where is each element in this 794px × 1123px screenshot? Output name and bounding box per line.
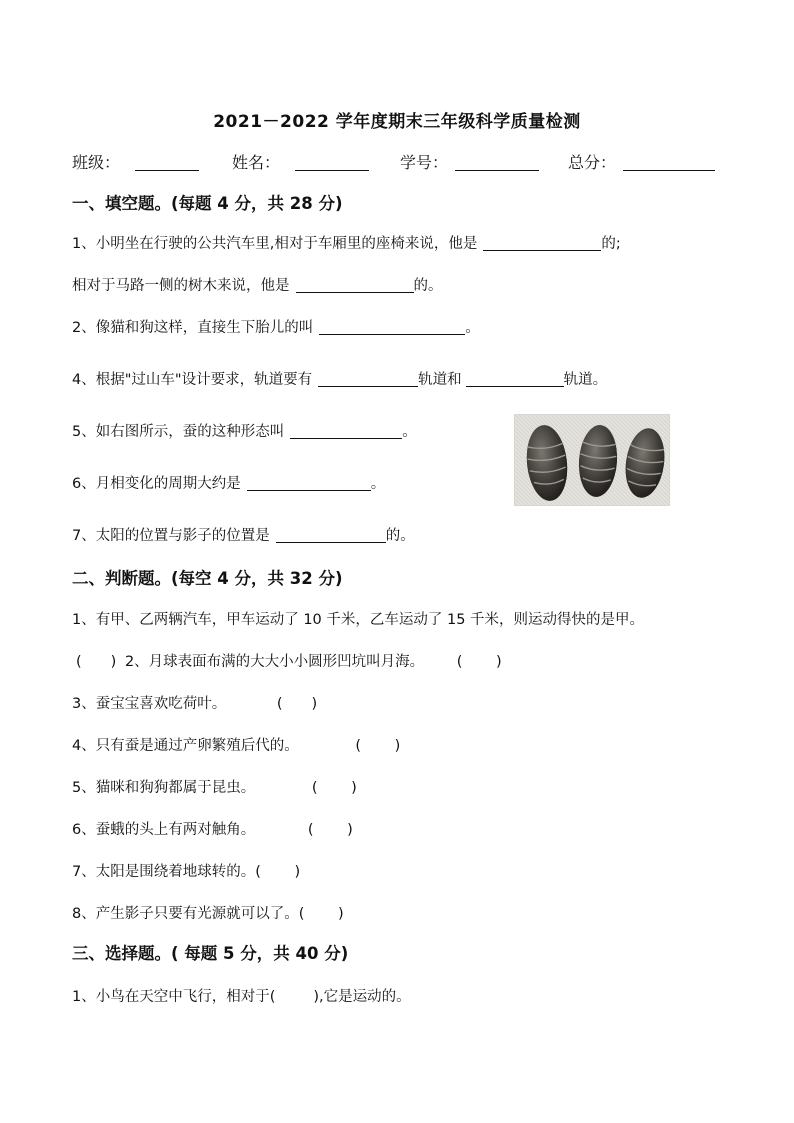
answer-blank[interactable] xyxy=(247,474,371,491)
question-text: 8、产生影子只要有光源就可以了。 xyxy=(72,906,299,922)
question-text: ),它是运动的。 xyxy=(313,989,411,1005)
question-text: 的。 xyxy=(413,278,443,294)
question-text: 4、根据"过山车"设计要求，轨道要有 xyxy=(72,372,313,388)
answer-paren[interactable]: ( ) xyxy=(255,864,301,880)
fill-question-5 xyxy=(72,420,417,441)
question-text: 7、太阳的位置与影子的位置是 xyxy=(72,528,270,544)
total-score-label: 总分： xyxy=(568,153,617,172)
question-text: 1、小明坐在行驶的公共汽车里,相对于车厢里的座椅来说，他是 xyxy=(72,236,478,252)
answer-paren[interactable]: ( ) xyxy=(307,822,353,838)
judge-question-3 xyxy=(72,692,317,713)
question-text: 轨道。 xyxy=(563,372,608,388)
answer-blank[interactable] xyxy=(319,318,465,335)
question-text: 。 xyxy=(402,424,417,440)
judge-question-5 xyxy=(72,776,357,797)
question-text: 6、蚕蛾的头上有两对触角。 xyxy=(72,822,256,838)
name-field xyxy=(232,150,369,173)
answer-paren[interactable]: ( ) xyxy=(355,738,401,754)
judge-question-6 xyxy=(72,818,353,839)
answer-paren[interactable]: ( ) xyxy=(456,654,502,670)
question-text: 的; xyxy=(601,236,621,252)
total-score-blank[interactable] xyxy=(623,154,715,171)
question-text: 相对于马路一侧的树木来说，他是 xyxy=(72,278,290,294)
question-text: 2、月球表面布满的大大小小圆形凹坑叫月海。 xyxy=(124,654,425,670)
fill-question-7 xyxy=(72,524,415,545)
fill-question-6 xyxy=(72,472,385,493)
answer-paren[interactable]: ( ) xyxy=(76,654,117,670)
answer-blank[interactable] xyxy=(318,370,418,387)
answer-blank[interactable] xyxy=(296,276,414,293)
question-text: 。 xyxy=(465,320,480,336)
fill-question-4 xyxy=(72,368,607,389)
student-id-field xyxy=(400,150,539,173)
student-id-blank[interactable] xyxy=(455,154,539,171)
section2-heading: 二、判断题。(每空 4 分，共 32 分) xyxy=(72,569,343,588)
choice-question-1 xyxy=(72,985,411,1006)
question-text: 3、蚕宝宝喜欢吃荷叶。 xyxy=(72,696,227,712)
question-text: 5、如右图所示，蚕的这种形态叫 xyxy=(72,424,285,440)
name-label: 姓名： xyxy=(232,153,281,172)
total-score-field xyxy=(568,150,715,173)
class-blank[interactable] xyxy=(135,154,199,171)
pupa-illustration xyxy=(515,415,669,505)
answer-paren[interactable]: ( ) xyxy=(311,780,357,796)
answer-blank[interactable] xyxy=(483,234,601,251)
name-blank[interactable] xyxy=(295,154,369,171)
question-text: 5、猫咪和狗狗都属于昆虫。 xyxy=(72,780,256,796)
fill-question-1a xyxy=(72,232,621,253)
question-text: 2、像猫和狗这样，直接生下胎儿的叫 xyxy=(72,320,314,336)
answer-paren[interactable]: ( ) xyxy=(276,696,318,712)
question-text: 1、有甲、乙两辆汽车，甲车运动了 10 千米，乙车运动了 15 千米，则运动得快的是甲。 xyxy=(72,612,645,628)
question-text: 7、太阳是围绕着地球转的。 xyxy=(72,864,256,880)
question-text: 1、小鸟在天空中飞行，相对于( xyxy=(72,989,276,1005)
question-text: 6、月相变化的周期大约是 xyxy=(72,476,241,492)
page-title: 2021－2022 学年度期末三年级科学质量检测 xyxy=(213,112,581,132)
judge-question-8 xyxy=(72,902,344,923)
fill-question-1b xyxy=(72,274,443,295)
answer-blank[interactable] xyxy=(276,526,386,543)
judge-question-4 xyxy=(72,734,400,755)
judge-question-1 xyxy=(72,608,644,629)
class-field xyxy=(72,150,199,173)
question-text: 的。 xyxy=(385,528,415,544)
question-text: 4、只有蚕是通过产卵繁殖后代的。 xyxy=(72,738,299,754)
answer-blank[interactable] xyxy=(466,370,564,387)
fill-question-2 xyxy=(72,316,480,337)
question-text: 。 xyxy=(370,476,386,492)
student-id-label: 学号： xyxy=(400,153,449,172)
section3-heading: 三、选择题。( 每题 5 分，共 40 分) xyxy=(72,944,349,963)
class-label: 班级： xyxy=(72,153,121,172)
question-text: 轨道和 xyxy=(418,372,462,388)
judge-question-7 xyxy=(72,860,300,881)
answer-blank[interactable] xyxy=(290,422,402,439)
section1-heading: 一、填空题。(每题 4 分，共 28 分) xyxy=(72,194,343,213)
judge-question-2 xyxy=(76,650,502,671)
silkworm-pupa-photo xyxy=(514,414,670,506)
answer-paren[interactable]: ( ) xyxy=(298,906,344,922)
